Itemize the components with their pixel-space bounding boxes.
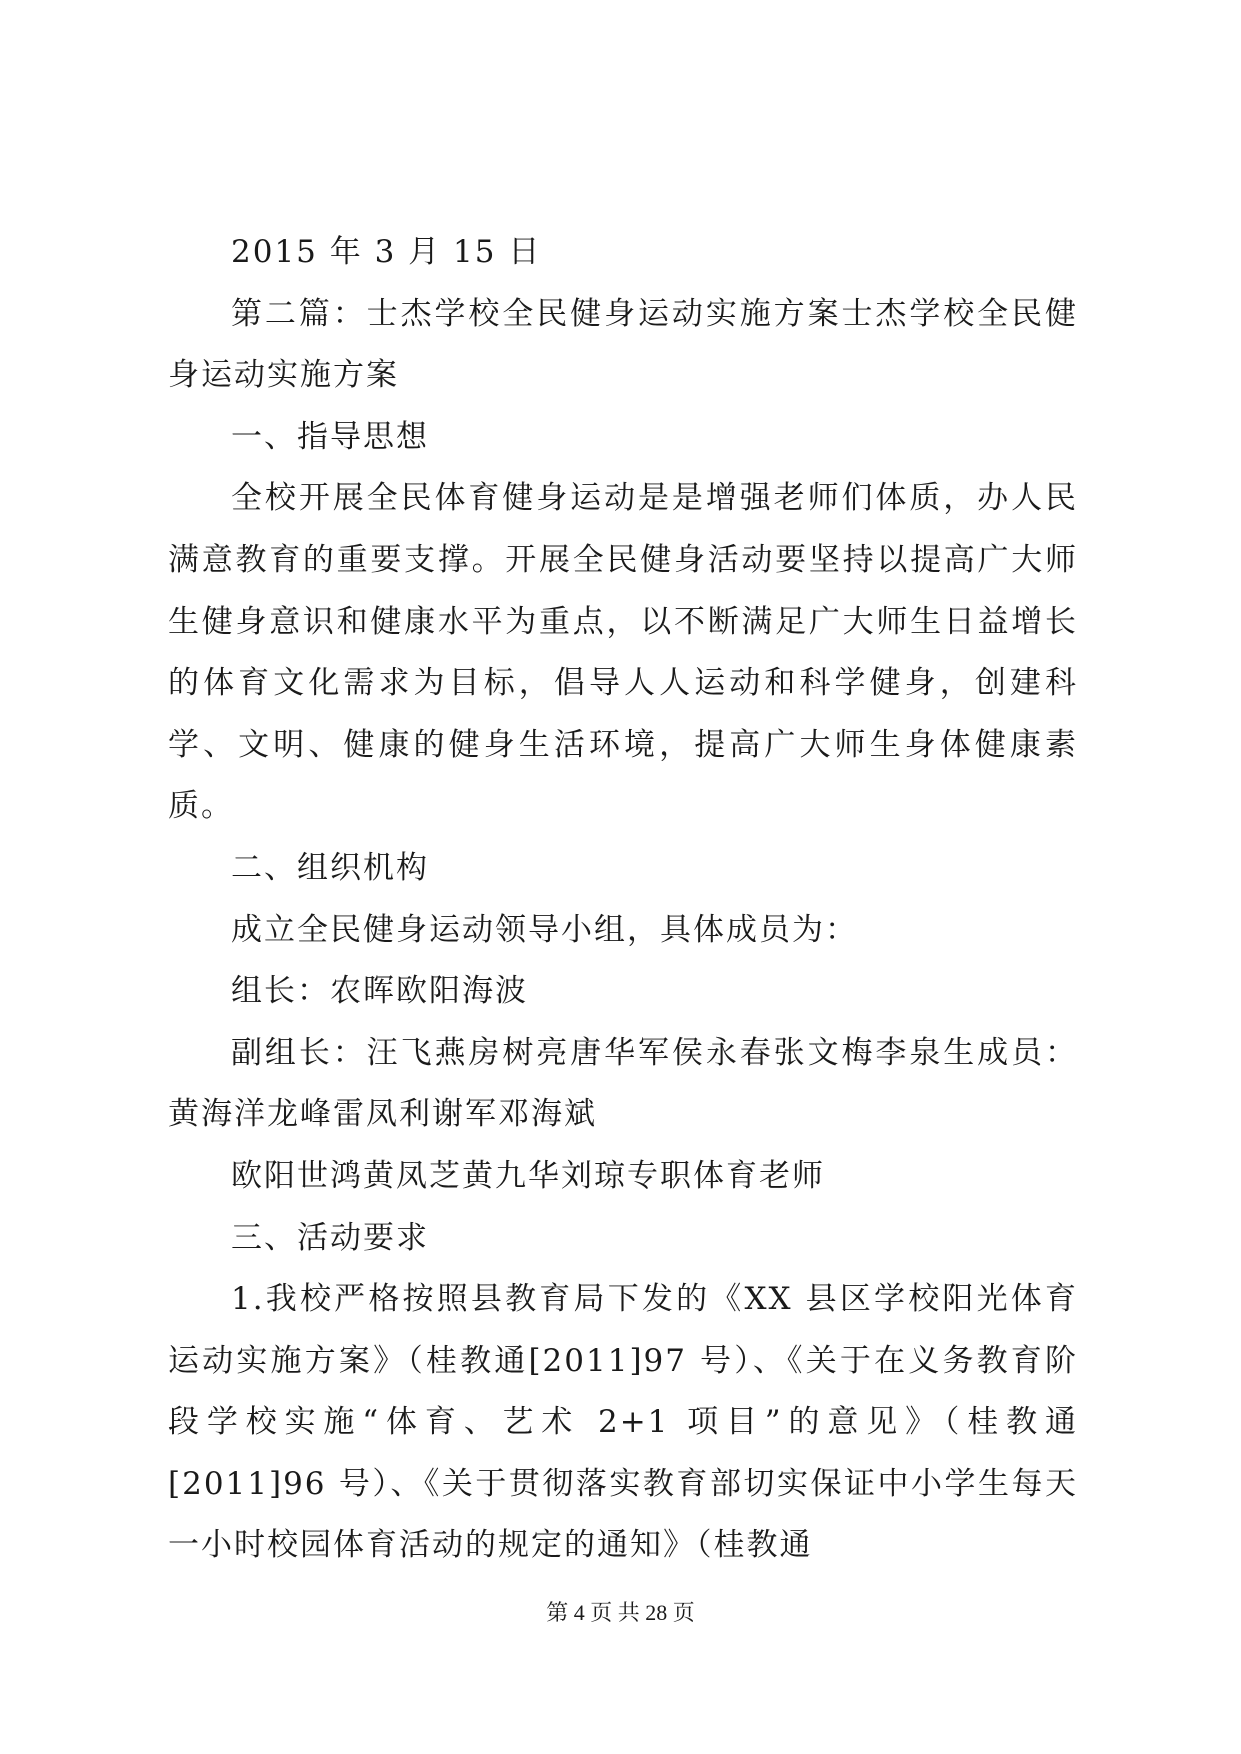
paragraph-guiding-ideology: 全校开展全民体育健身运动是是增强老师们体质，办人民满意教育的重要支撑。开展全民健身活动要坚持以提高广大师生健身意识和健康水平为重点，以不断满足广大师生日益增长的体育文化需求为目标，倡导人人运动和科学健身，创建科学、文明、健康的健身生活环境，提高广大师生身体健康素质。 <box>168 480 1078 825</box>
paragraph-requirement-1: 1.我校严格按照县教育局下发的《XX 县区学校阳光体育运动实施方案》（桂教通[2011]97 号）、《关于在义务教育阶段学校实施“体育、艺术 2+1 项目”的意见》（桂教通[2011]96 号）、《关于贯彻落实教育部切实保证中小学生每天一小时校园体育活动的规定的通知》（桂教通 <box>168 1281 1078 1564</box>
page-number-footer: 第 4 页 共 28 页 <box>546 1600 695 1625</box>
heading-activity-requirements: 三、活动要求 <box>231 1219 429 1256</box>
section-title: 第二篇：士杰学校全民健身运动实施方案士杰学校全民健身运动实施方案 <box>168 295 1078 394</box>
paragraph-deputy-leaders: 副组长：汪飞燕房树亮唐华军侯永春张文梅李泉生成员：黄海洋龙峰雷凤利谢军邓海斌 <box>168 1034 1078 1133</box>
date-line: 2015 年 3 月 15 日 <box>231 234 542 270</box>
heading-guiding-ideology: 一、指导思想 <box>231 418 429 455</box>
paragraph-group-leader: 组长：农晖欧阳海波 <box>231 973 528 1010</box>
paragraph-leadership-group: 成立全民健身运动领导小组，具体成员为： <box>231 911 858 948</box>
heading-organization: 二、组织机构 <box>231 849 429 886</box>
document-body <box>168 222 1078 1577</box>
paragraph-members: 欧阳世鸿黄凤芝黄九华刘琼专职体育老师 <box>231 1157 825 1194</box>
